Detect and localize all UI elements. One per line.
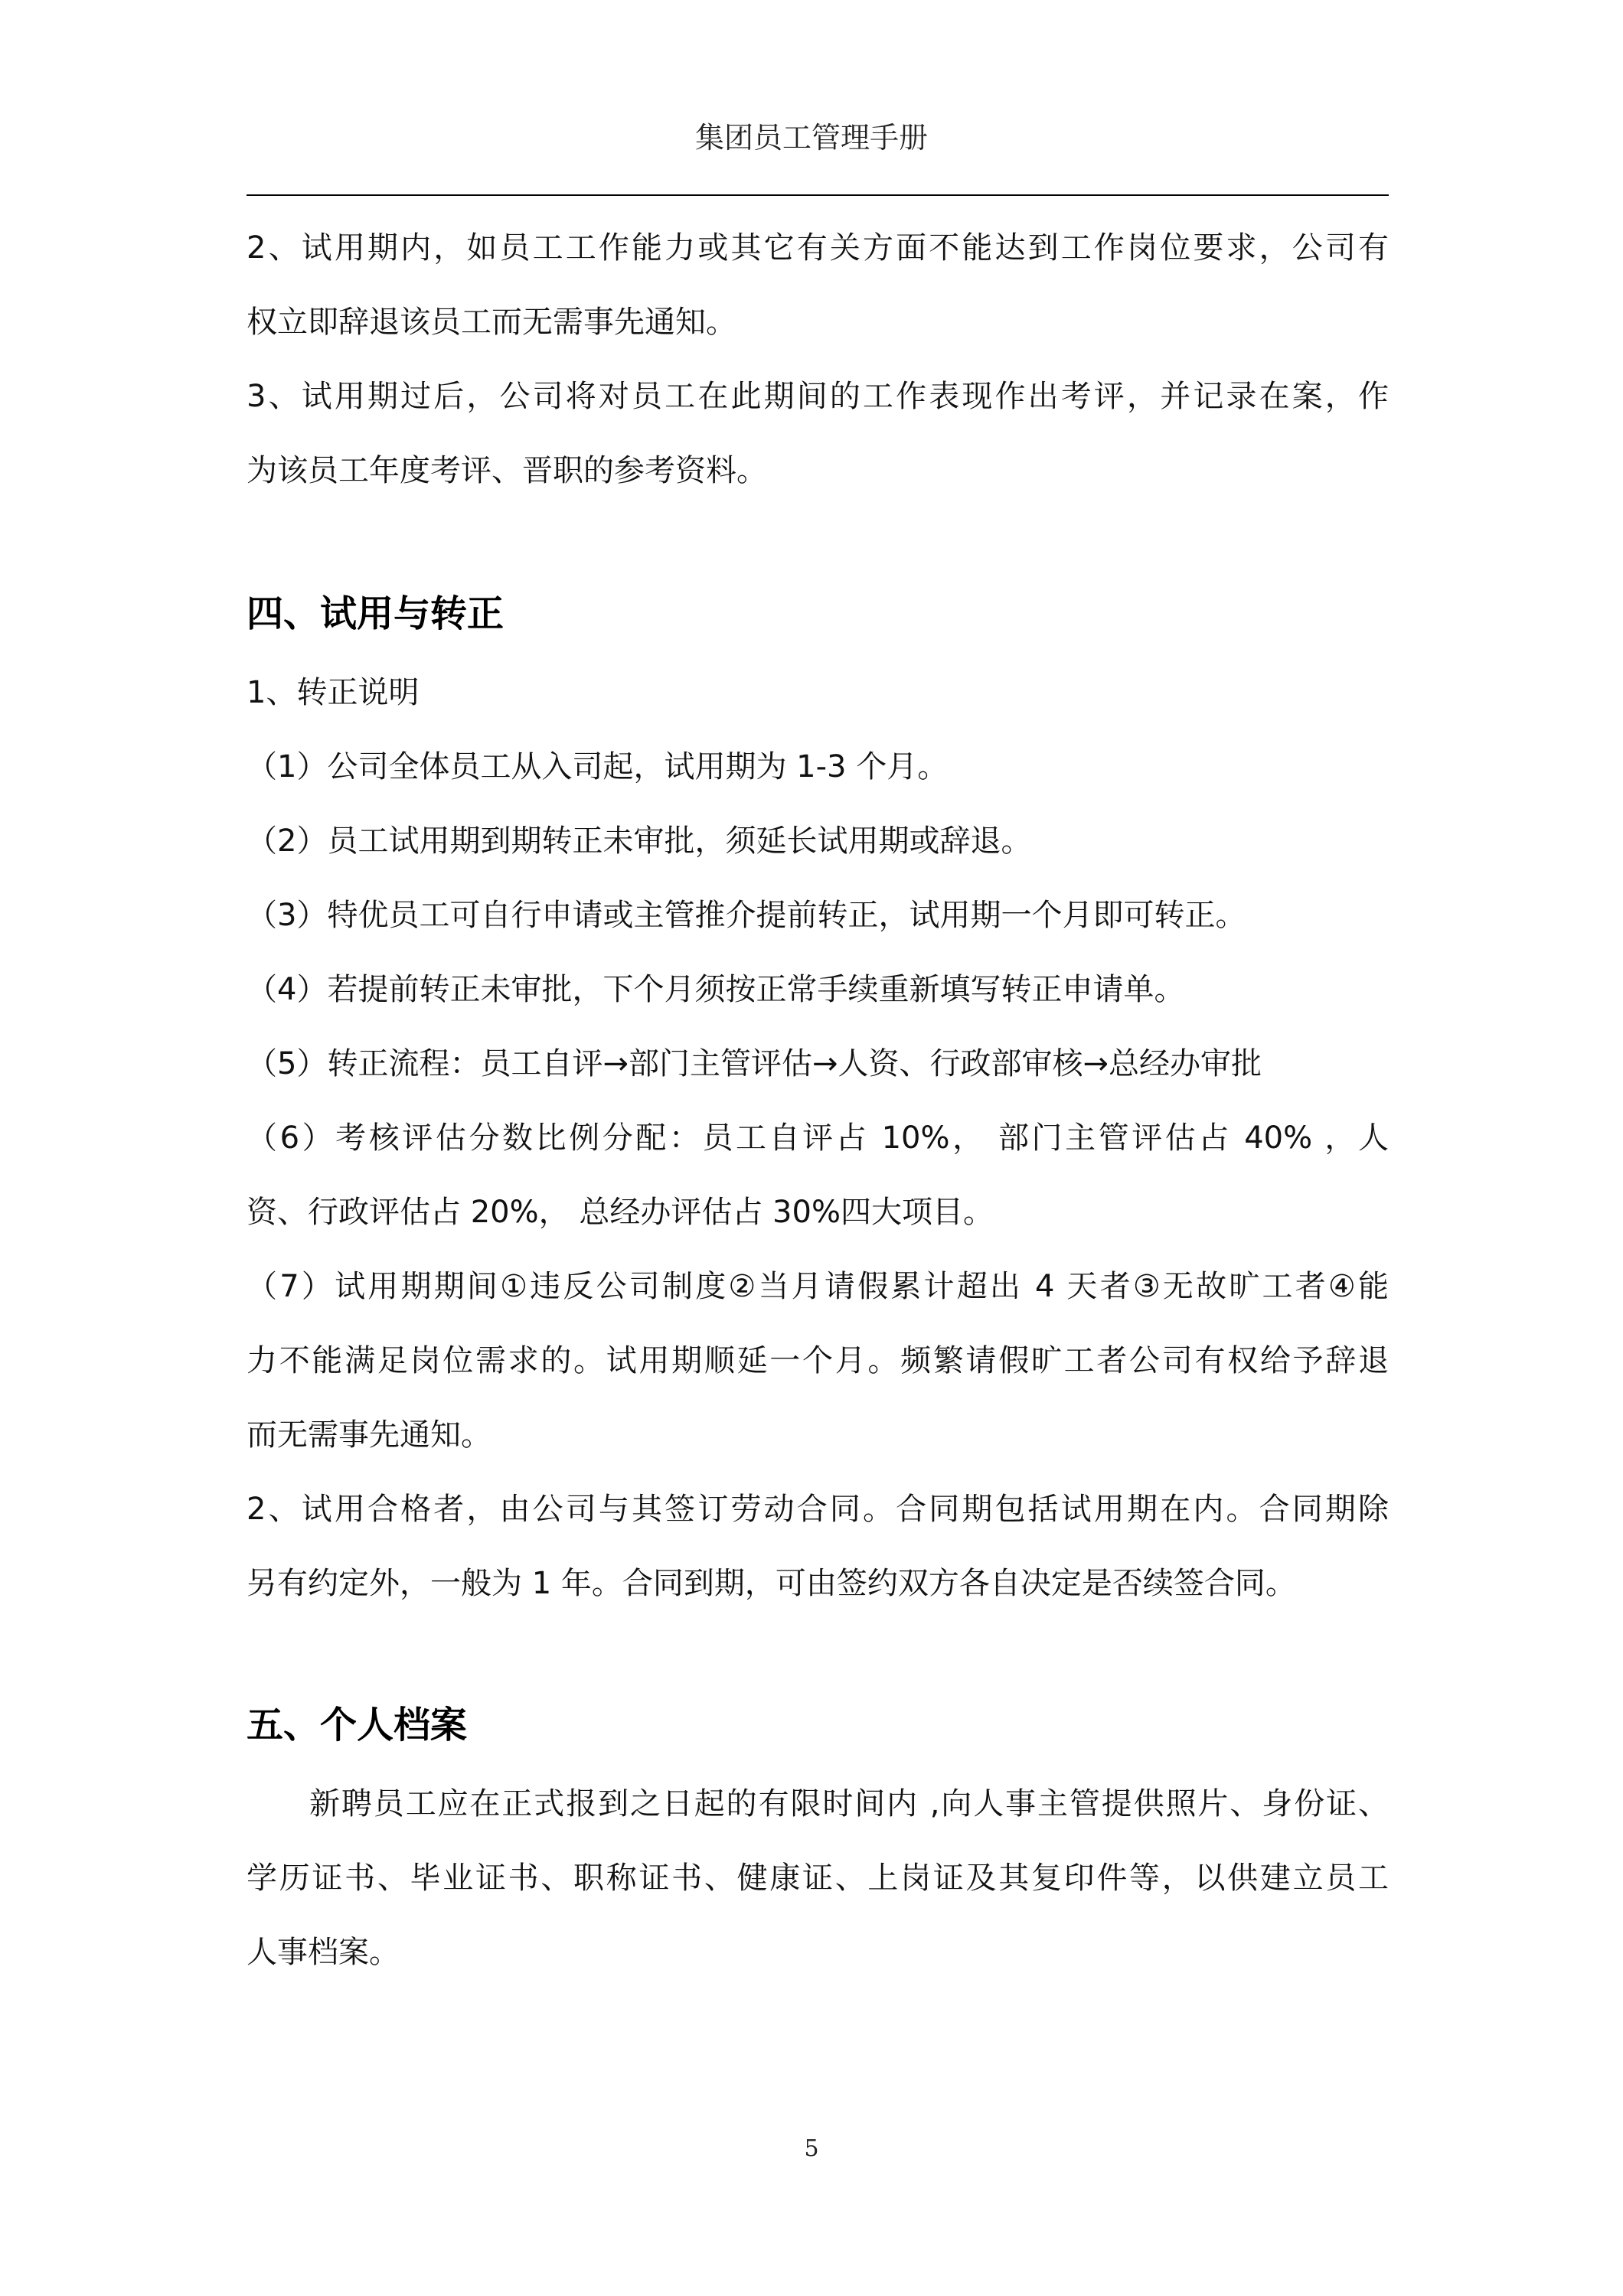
section-4-p4: （4）若提前转正未审批，下个月须按正常手续重新填写转正申请单。	[247, 972, 1185, 1007]
section-4-p7-line-2: 力不能满足岗位需求的。试用期顺延一个月。频繁请假旷工者公司有权给予辞退	[247, 1343, 1389, 1378]
probation-item-2-line-1: 2、试用期内，如员工工作能力或其它有关方面不能达到工作岗位要求，公司有	[247, 230, 1389, 266]
section-4-sub-2-line-2: 另有约定外，一般为 1 年。合同到期，可由签约双方各自决定是否续签合同。	[247, 1566, 1296, 1601]
header-rule	[247, 194, 1389, 196]
section-5-line-2: 学历证书、毕业证书、职称证书、健康证、上岗证及其复印件等，以供建立员工	[247, 1861, 1389, 1896]
section-4-p6-line-2: 资、行政评估占 20%， 总经办评估占 30%四大项目。	[247, 1195, 994, 1230]
section-4-heading: 四、试用与转正	[247, 592, 505, 635]
section-4-sub-1: 1、转正说明	[247, 675, 420, 710]
section-4-p1: （1）公司全体员工从入司起，试用期为 1-3 个月。	[247, 749, 949, 784]
section-5-heading: 五、个人档案	[247, 1704, 468, 1746]
section-4-sub-2-line-1: 2、试用合格者，由公司与其签订劳动合同。合同期包括试用期在内。合同期除	[247, 1492, 1389, 1527]
running-header: 集团员工管理手册	[694, 121, 928, 155]
probation-item-2-line-2: 权立即辞退该员工而无需事先通知。	[247, 305, 736, 340]
section-4-p5: （5）转正流程：员工自评→部门主管评估→人资、行政部审核→总经办审批	[247, 1046, 1262, 1081]
section-4-p7-line-3: 而无需事先通知。	[247, 1417, 491, 1453]
section-4-p2: （2）员工试用期到期转正未审批，须延长试用期或辞退。	[247, 823, 1032, 859]
probation-item-3-line-2: 为该员工年度考评、晋职的参考资料。	[247, 453, 767, 488]
page-number: 5	[804, 2135, 819, 2162]
probation-item-3-line-1: 3、试用期过后，公司将对员工在此期间的工作表现作出考评，并记录在案，作	[247, 379, 1389, 414]
section-5-line-3: 人事档案。	[247, 1935, 400, 1970]
section-5-line-1: 新聘员工应在正式报到之日起的有限时间内 ,向人事主管提供照片、身份证、	[309, 1786, 1389, 1821]
section-4-p3: （3）特优员工可自行申请或主管推介提前转正，试用期一个月即可转正。	[247, 898, 1246, 933]
section-4-p6-line-1: （6）考核评估分数比例分配：员工自评占 10%， 部门主管评估占 40% ，人	[247, 1120, 1389, 1156]
section-4-p7-line-1: （7）试用期期间①违反公司制度②当月请假累计超出 4 天者③无故旷工者④能	[247, 1269, 1389, 1304]
